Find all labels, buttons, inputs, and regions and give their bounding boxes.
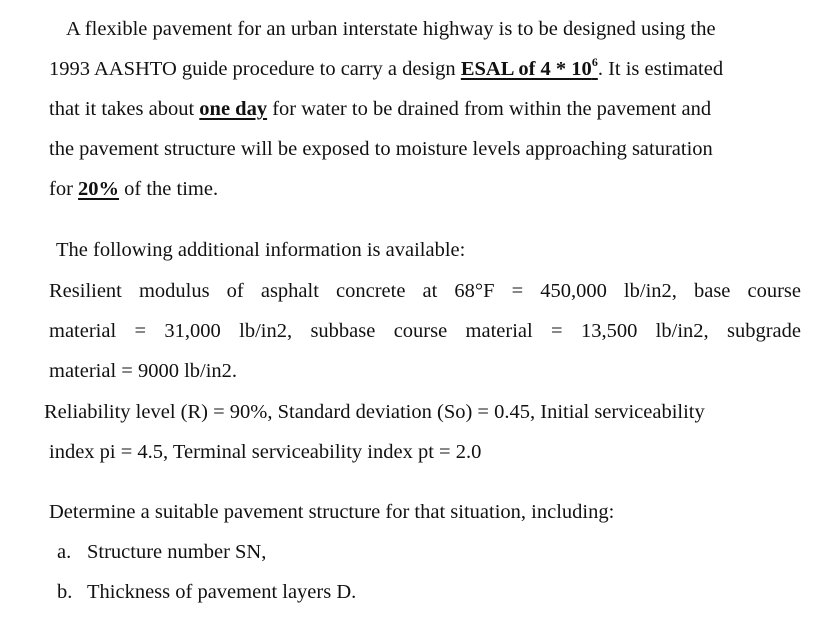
para1-line-3-post: for water to be drained from within the pavement and	[267, 98, 712, 120]
para1-line-2-pre: 1993 AASHTO guide procedure to carry a design	[49, 58, 461, 80]
info-line-5: index pi = 4.5, Terminal serviceability index pt = 2.0	[49, 441, 482, 463]
para1-line-2-post: . It is estimated	[597, 58, 724, 80]
para1-line-5-post: of the time.	[119, 178, 219, 200]
para1-line-3	[49, 97, 801, 121]
info-intro: The following additional information is available:	[56, 239, 466, 261]
task-item-b	[57, 580, 809, 604]
info-line-1: Resilient modulus of asphalt concrete at 68°F = 450,000 lb/in2, base course	[49, 280, 801, 302]
task-intro: Determine a suitable pavement structure for that situation, including:	[49, 501, 615, 523]
esal-value: ESAL of $4 * 10^6$	[460, 55, 598, 80]
para1-line-5-pre: for	[49, 178, 79, 200]
para1-line-5	[49, 177, 801, 201]
task-item-a-text: Structure number SN,	[87, 541, 267, 563]
info-line-4: Reliability level (R) = 90%, Standard deviation (So) = 0.45, Initial serviceability	[44, 401, 705, 423]
task-item-b-letter: b.	[57, 581, 73, 603]
esal-exponent: 6	[591, 55, 598, 69]
info-line-3: material = 9000 lb/in2.	[49, 360, 238, 382]
para1-line-1: A flexible pavement for an urban interstate highway is to be designed using the	[66, 18, 716, 40]
task-item-b-text: Thickness of pavement layers D.	[87, 581, 357, 603]
info-line-2: material = 31,000 lb/in2, subbase course material = 13,500 lb/in2, subgrade	[49, 320, 801, 342]
para1-line-3-pre: that it takes about	[49, 98, 200, 120]
para1-line-2	[49, 57, 801, 81]
saturation-percent: 20%	[78, 178, 120, 200]
para1-line-4: the pavement structure will be exposed to moisture levels approaching saturation	[49, 138, 713, 160]
task-item-a	[57, 540, 809, 564]
drain-time: one day	[199, 98, 268, 120]
task-item-a-letter: a.	[57, 541, 72, 563]
